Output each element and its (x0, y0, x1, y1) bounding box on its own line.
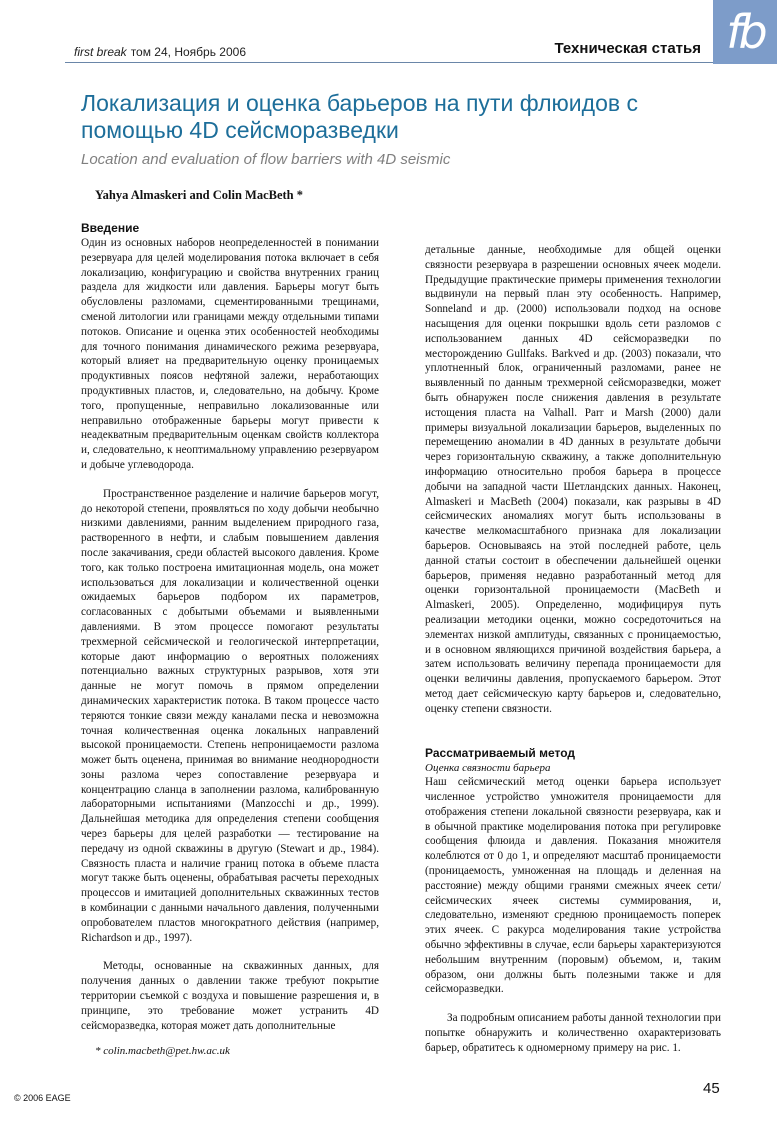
column-right (425, 243, 721, 1056)
journal-name: first break (74, 45, 127, 59)
article-title: Локализация и оценка барьеров на пути флюидов с помощью 4D сейсморазведки (81, 90, 638, 143)
section-label: Техническая статья (554, 40, 701, 57)
paragraph: Пространственное разделение и наличие барьеров могут, до некоторой степени, проявляться по ходу добычи необычно низкими давлениями, ранним выделением природного газа, растворенного в нефти, и слабым повышением давления после закачивания, среди областей высокого давления. Кроме того, как только построена имитационная модель, она может использоваться для локализации и количественной оценки ожидаемых барьеров подбором их параметров, согласованных с добытыми объемами и выявленными давлениями. В этом процессе помогают результаты трехмерной сейсмической и геологической интерпретации, которые дают информацию о вероятных положениях потенциально важных структурных разрывов, хотя эти данные не могут помочь в прямом определении динамических характеристик потока. В таком процессе часто теряются тонкие связи между каналами песка и невозможна точная количественная оценка локальных направлений высокой проницаемости. Степень непроницаемости разлома может быть оценена, принимая во внимание неоднородности зоны разлома через сопоставление резервуара и концентрацию сланца в заполнении разлома, калиброванную лабораторными испытаниями (Manzocchi и др., 1999). Дальнейшая методика для определения степени сообщения через барьеры для целей разработки — тестирование на передачу из одной скважины в другую (Stewart и др., 1984). Связность пласта и наличие границ потока в объеме пласта могут также быть оценены, обрабатывая расчеты переходных процессов и имитацией дополнительных скважинных тестов в комбинации с данными начального давления, полученными опробователем пластов многократного действия (например, Richardson и др., 1997). (81, 487, 379, 944)
paragraph: Наш сейсмический метод оценки барьера использует численное устройство умножителя проницаемости для отображения степени локальной связности резервуара, как и в обычной практике моделирования потока при регулировке сообщения флюида и давления. Показания множителя колеблются от 0 до 1, и определяют масштаб проницаемости (проницаемость, умноженная на площадь и деленная на расстояние) между общими гранями смежных ячеек сети/ сейсмических ячеек системы суммирования, и, следовательно, изменяют среднюю проницаемость поперек этих ячеек. С ракурса моделирования такие устройства обычно эффективны в случае, если барьеры характеризуются небольшим внутренним (поровым) объемом, и, таким образом, они должны быть полезными также и для сейсморазведки. (425, 776, 721, 996)
footnote-email[interactable]: * colin.macbeth@pet.hw.ac.uk (95, 1045, 230, 1057)
method-heading: Рассматриваемый метод (425, 745, 575, 760)
journal-info (74, 45, 246, 59)
page-number: 45 (703, 1080, 720, 1097)
article-authors: Yahya Almaskeri and Colin MacBeth * (95, 188, 304, 202)
copyright: © 2006 EAGE (14, 1093, 71, 1103)
column-left (81, 221, 379, 1033)
paragraph: Один из основных наборов неопределенностей в понимании резервуара для целей моделирования потока включает в себя локализацию, конфигурацию и свойства внутренних границ раздела для жидкости или давления. Барьеры могут быть обусловлены разломами, сцементированными трещинами, сменой литологии или границами между отдельными типами потоков. Описание и оценка этих особенностей необходимы для точного понимания динамического режима резервуара, который влияет на предварительную оценку проницаемых продуктивных поясов нефтяной залежи, неработающих продуктивных пластов, и, следовательно, на добычу. Кроме того, пропущенные, неправильно локализованные или неправильно отображенные барьеры могут привести к неадекватным предварительным оценкам свойств коллектора и, следовательно, к неоптимальному управлению резервуаром и добыче углеводорода. (81, 237, 379, 471)
intro-heading: Введение (81, 221, 140, 235)
method-subheading: Оценка связности барьера (425, 761, 551, 774)
paragraph: За подробным описанием работы данной технологии при попытке обнаружить и количественно охарактеризовать барьер, обратитесь к одномерному примеру на рис. 1. (425, 1012, 721, 1054)
journal-logo: fb (713, 0, 777, 64)
header-divider (65, 62, 713, 63)
journal-volume: том 24, Ноябрь 2006 (130, 45, 246, 59)
paragraph: детальные данные, необходимые для общей оценки связности резервуара в разрешении основных ячеек модели. Предыдущие практические примеры применения технологии выдвинули на первый план эту особенность. Например, Sonneland и др. (2000) использовали подход на основе насыщения для оценки покрышки вдоль сети разломов с использованием данных 4D сейсморазведки по месторождению Gullfaks. Barkved и др. (2003) показали, что уплотненный блок, ограниченный разломами, ранее не выявленный по данным трехмерной сейсморазведки, может быть обнаружен после снижения давления в результате истощения пласта на Valhall. Parr и Marsh (2000) дали примеры визуальной локализации барьеров, выделенных по перемещению аномалии в 4D данных в результате добычи через горизонтальную скважину, а также дополнительную информацию относительно пробоя барьера в процессе добычи на западной части Шетландских данных. Наконец, Almaskeri и MacBeth (2004) показали, как разрывы в 4D сейсмических аномалиях могут быть использованы в качестве мелкомасштабного признака для локализации барьеров. Основываясь на этой последней работе, цель данной статьи состоит в обеспечении дальнейшей оценки барьеров, применяя недавно разработанный метод для оценки горизонтальной проницаемости (MacBeth и Almaskeri, 2005). Определенно, модифицируя путь реализации методики оценки, можно сосредоточиться на элементах низкой амплитуды, связанных с проницаемостью, и в основном являющихся причиной воздействия барьера, а затем использовать величину перепада проницаемости для оценки величины давления, пропускаемого барьером. Этот метод дает сейсмическую карту барьеров и, следовательно, оценку степени связности. (425, 244, 721, 715)
article-subtitle: Location and evaluation of flow barriers with 4D seismic (81, 151, 451, 168)
paragraph: Методы, основанные на скважинных данных, для получения данных о давлении также требуют покрытие территории съемкой с воздуха и повышение разрешения и, в принципе, это требование может устранить 4D сейсморазведка, которая может дать дополнительные (81, 960, 379, 1032)
